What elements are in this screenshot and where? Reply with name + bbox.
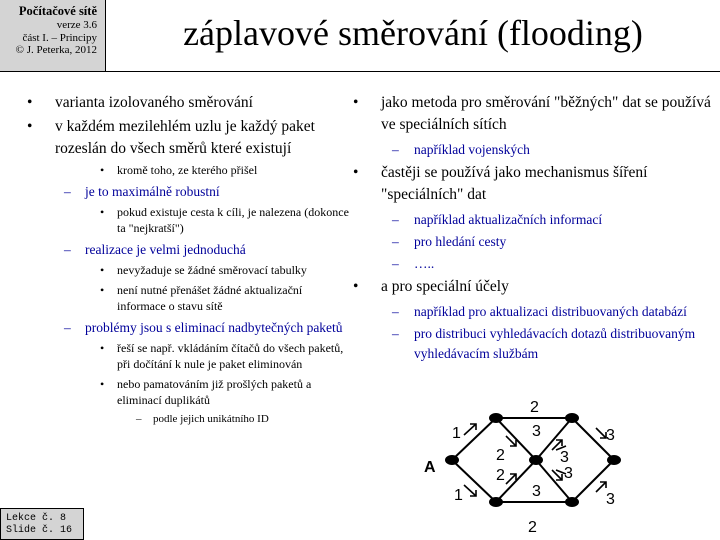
sub-no-updates: • není nutné přenášet žádné aktualizační informace o stavu sítě [24,282,350,314]
dash-update-info: – například aktualizačních informací [350,210,716,230]
node-bottom-right [565,497,579,507]
course-name: Počítačové sítě [18,4,97,18]
node-top-right [565,413,579,423]
bullet-every-node: • v každém mezilehlém uzlu je každý paket rozeslán do všech směrů které existují [24,116,350,160]
course-info-box [0,0,106,72]
node-a [445,455,459,465]
hop-label-10: 3 [532,483,541,500]
node-center [529,455,543,465]
hop-label-4: 2 [496,447,505,464]
hop-label-6: 2 [528,519,537,534]
dash-military: – například vojenských [350,140,716,160]
sub-remember: • nebo pamatováním již prošlých paketů a eliminací duplikátů [24,376,350,408]
node-bottom-left [489,497,503,507]
node-a-label: A [424,459,436,476]
bullet-special-networks: • jako metoda pro směrování "běžných" dat se používá ve speciálních sítích [350,92,716,136]
hop-label-1: 1 [452,425,461,442]
dash-distributed-db: – například pro aktualizaci distribuovaných databází [350,302,716,322]
sub-counters: • řeší se např. vkládáním čítačů do všech paketů, při dočítání k nule je paket eliminován [24,340,350,372]
sub-unique-id: – podle jejich unikátního ID [24,412,350,427]
bullet-special-purposes: • a pro speciální účely [350,276,716,298]
hop-label-3: 2 [530,399,539,416]
right-column [350,92,716,366]
node-top-left [489,413,503,423]
hop-label-8: 3 [560,449,569,466]
hop-label-11: 3 [606,427,615,444]
course-part: část I. – Principy [22,31,97,44]
node-right [607,455,621,465]
hop-label-7: 3 [532,423,541,440]
dash-simple: – realizace je velmi jednoduchá [24,240,350,260]
hop-label-5: 2 [496,467,505,484]
dash-problems: – problémy jsou s eliminací nadbytečných paketů [24,318,350,338]
course-author: © J. Peterka, 2012 [15,44,97,56]
hop-label-12: 3 [606,491,615,508]
sub-no-tables: • nevyžaduje se žádné směrovací tabulky [24,262,350,278]
slide-title [106,0,720,72]
dash-search-queries: – pro distribuci vyhledávacích dotazů distribuovaným vyhledávacím službám [350,324,716,364]
bullet-isolated-routing: • varianta izolovaného směrování [24,92,350,114]
slide-number: Slide č. 16 [6,525,73,536]
hop-label-9: 3 [564,465,573,482]
slide-title-text: záplavové směrování (flooding) [183,12,643,53]
slide-footer [0,508,84,540]
lecture-number: Lekce č. 8 [6,513,67,524]
dash-path-search: – pro hledání cesty [350,232,716,252]
flooding-network-diagram [400,388,640,534]
dash-ellipsis: – ….. [350,254,716,274]
sub-path-found: • pokud existuje cesta k cíli, je nalezena (dokonce ta "nejkratší") [24,204,350,236]
hop-label-2: 1 [454,487,463,504]
bullet-special-data: • častěji se používá jako mechanismus šíření "speciálních" dat [350,162,716,206]
left-column [24,92,350,429]
sub-except-incoming: • kromě toho, ze kterého přišel [24,162,350,178]
dash-robust: – je to maximálně robustní [24,182,350,202]
course-version: verze 3.6 [56,19,97,31]
